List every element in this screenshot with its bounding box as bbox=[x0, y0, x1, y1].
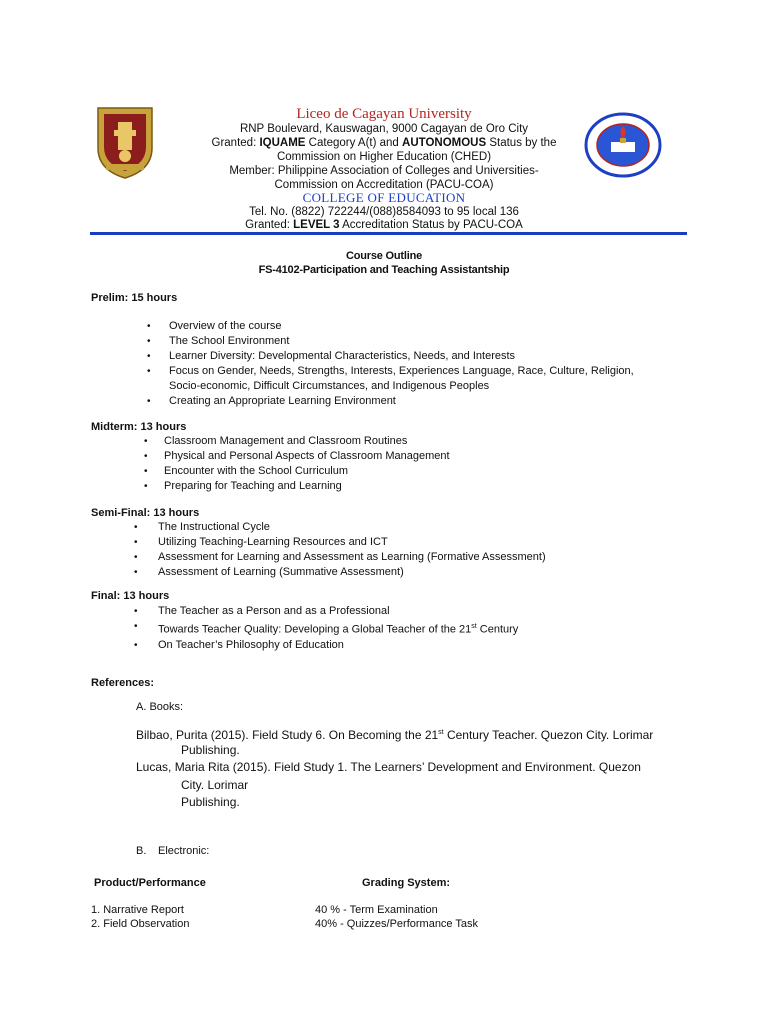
midterm-list bbox=[144, 434, 664, 494]
reference-1-continuation: Publishing. bbox=[181, 743, 240, 757]
product-row-2: 2. Field Observation bbox=[91, 918, 190, 930]
grade-row-1: 40 % - Term Examination bbox=[315, 904, 438, 916]
semifinal-heading: Semi-Final: 13 hours bbox=[91, 507, 200, 519]
grading-system-heading: Grading System: bbox=[362, 877, 451, 889]
list-item: • Utilizing Teaching-Learning Resources and ICT bbox=[134, 536, 388, 548]
reference-2-continuation-2: Publishing. bbox=[181, 795, 240, 809]
granted-line bbox=[0, 136, 768, 150]
electronic-label: Electronic: bbox=[158, 845, 210, 857]
list-item: • Classroom Management and Classroom Routines bbox=[144, 435, 408, 447]
college-name: COLLEGE OF EDUCATION bbox=[302, 190, 466, 205]
level-prefix: Granted: bbox=[245, 219, 290, 231]
list-item: • Preparing for Teaching and Learning bbox=[144, 480, 342, 492]
list-item: • Overview of the course bbox=[147, 320, 282, 332]
reference-1: Bilbao, Purita (2015). Field Study 6. On Becoming the 21st Century Teacher. Quezon City. Lorimar bbox=[136, 728, 654, 742]
level-label: LEVEL 3 bbox=[293, 219, 340, 231]
iquame-label: IQUAME bbox=[259, 137, 306, 149]
university-address: RNP Boulevard, Kauswagan, 9000 Cagayan de Oro City bbox=[239, 123, 529, 135]
status-by-label: Status by the bbox=[489, 137, 557, 149]
ched-line: Commission on Higher Education (CHED) bbox=[276, 151, 492, 163]
semifinal-list bbox=[134, 520, 678, 580]
header-divider bbox=[90, 232, 687, 235]
list-item: • Learner Diversity: Developmental Characteristics, Needs, and Interests bbox=[147, 350, 516, 362]
list-item: • Assessment of Learning (Summative Assessment) bbox=[134, 566, 404, 578]
grade-row-2: 40% - Quizzes/Performance Task bbox=[315, 918, 479, 930]
level-suffix: Accreditation Status by PACU-COA bbox=[342, 219, 523, 231]
reference-2: Lucas, Maria Rita (2015). Field Study 1. The Learners’ Development and Environment. Quezon bbox=[136, 760, 641, 774]
list-item: • Assessment for Learning and Assessment as Learning (Formative Assessment) bbox=[134, 551, 546, 563]
university-name: Liceo de Cagayan University bbox=[296, 106, 472, 122]
prelim-list bbox=[147, 319, 669, 409]
midterm-heading: Midterm: 13 hours bbox=[91, 421, 187, 433]
list-item: • The Teacher as a Person and as a Professional bbox=[134, 605, 390, 617]
prelim-heading: Prelim: 15 hours bbox=[91, 292, 178, 304]
list-item: • Focus on Gender, Needs, Strengths, Interests, Experiences Language, Race, Culture, Religion, bbox=[147, 365, 634, 377]
list-item: • Towards Teacher Quality: Developing a Global Teacher of the 21st Century bbox=[134, 621, 519, 636]
list-item: • On Teacher’s Philosophy of Education bbox=[134, 638, 344, 651]
list-item: • Creating an Appropriate Learning Environment bbox=[147, 395, 396, 407]
course-outline-title: Course Outline bbox=[345, 250, 423, 262]
reference-2-continuation: City. Lorimar bbox=[181, 778, 249, 792]
autonomous-label: AUTONOMOUS bbox=[402, 137, 487, 149]
list-item: • The School Environment bbox=[147, 335, 290, 347]
books-label: A. Books: bbox=[136, 701, 184, 713]
list-item: • Physical and Personal Aspects of Classroom Management bbox=[144, 450, 450, 462]
list-item: • The Instructional Cycle bbox=[134, 521, 270, 533]
final-heading: Final: 13 hours bbox=[91, 590, 170, 602]
product-performance-heading: Product/Performance bbox=[94, 877, 206, 889]
category-label: Category A(t) and bbox=[308, 137, 399, 149]
course-code-title: FS-4102-Participation and Teaching Assistantship bbox=[258, 264, 510, 276]
product-row-1: 1. Narrative Report bbox=[91, 904, 184, 916]
electronic-letter: B. bbox=[136, 845, 147, 857]
telephone-line: Tel. No. (8822) 722244/(088)8584093 to 95 local 136 bbox=[249, 206, 519, 218]
member-line-1: Member: Philippine Association of Colleges and Universities- bbox=[229, 165, 539, 177]
member-line-2: Commission on Accreditation (PACU-COA) bbox=[274, 179, 494, 191]
list-item-continuation: Socio-economic, Difficult Circumstances, and Indigenous Peoples bbox=[169, 380, 490, 392]
list-item: • Encounter with the School Curriculum bbox=[144, 465, 349, 477]
references-heading: References: bbox=[91, 677, 154, 689]
accreditation-line bbox=[0, 218, 768, 232]
final-list bbox=[134, 604, 678, 653]
granted-prefix: Granted: bbox=[211, 137, 257, 149]
